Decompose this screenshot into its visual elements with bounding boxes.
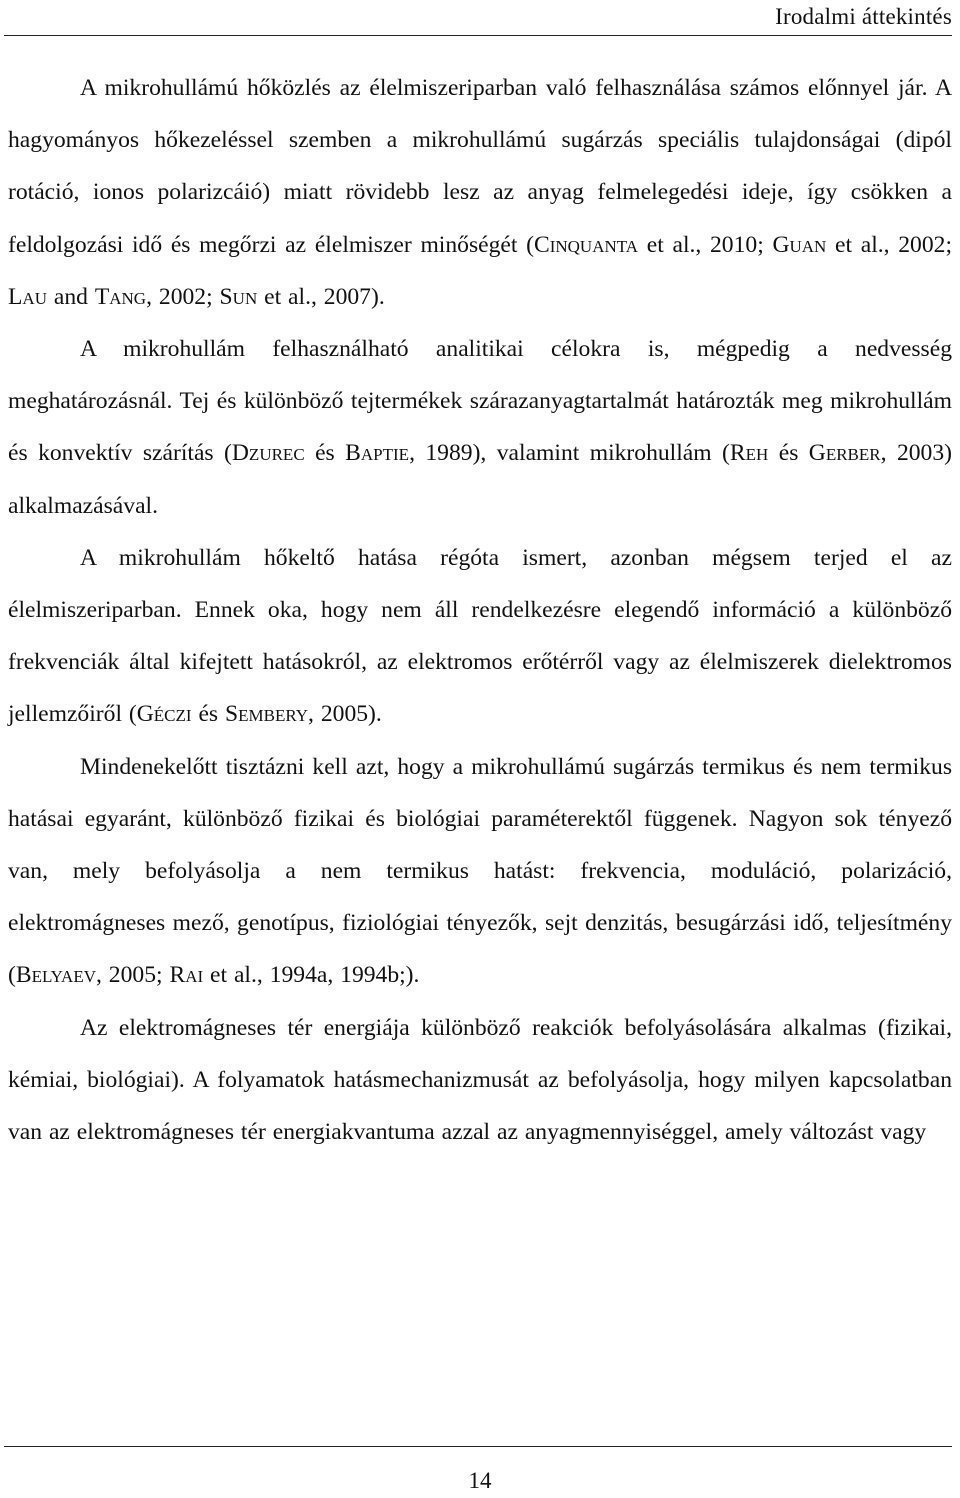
text-segment: és (304, 440, 346, 467)
citation-author: Belyaev (15, 962, 96, 989)
text-segment: , 2003) alkalmazásával. (8, 440, 952, 519)
text-segment: , 1989), valamint mikrohullám ( (409, 440, 730, 467)
citation-author: Lau (8, 283, 47, 310)
text-segment: , 2002; (146, 283, 220, 310)
paragraph-3 (8, 532, 952, 741)
text-segment: A mikrohullámú hőközlés az élelmiszeriparban való felhasználása számos előnnyel jár. A hagyományos hőkezeléssel szemben a mikrohullámú sugárzás speciális tulajdonságai (dipól rotáció, ionos polarizcáió) miatt rövidebb lesz az anyag felmelegedési ideje, így csökken a feldolgozási idő és megőrzi az élelmiszer minőségét ( (8, 75, 952, 258)
text-segment: et al., 1994a, 1994b;). (203, 962, 420, 989)
text-segment: A mikrohullám hőkeltő hatása régóta ismert, azonban mégsem terjed el az élelmiszeriparban. Ennek oka, hogy nem áll rendelkezésre elegendő információ a különböző frekvenciák által kifejtett hatásokról, az elektromos erőtérről vagy az élelmiszerek dielektromos jellemzőiről ( (8, 544, 952, 728)
citation-author: Baptie (345, 440, 410, 467)
paragraph-2 (8, 323, 952, 532)
text-segment: et al., 2010; (638, 231, 773, 258)
paragraph-5 (8, 1002, 952, 1159)
text-segment: , 2005). (308, 701, 382, 728)
text-segment: Az elektromágneses tér energiája különböző reakciók befolyásolására alkalmas (fizikai, kémiai, biológiai). A folyamatok hatásmechanizmusát az befolyásolja, hogy milyen kapcsolatban van az elektromágneses tér energiakvantuma azzal az anyagmennyiséggel, amely változást vagy (8, 1014, 952, 1146)
citation-author: Gerber (808, 440, 881, 467)
text-segment: A mikrohullám felhasználható analitikai célokra is, mégpedig a nedvesség meghatározásnál. Tej és különböző tejtermékek szárazanyagtartalmát határozták meg mikrohullám és konvektív szárítás ( (8, 336, 952, 467)
citation-author: Dzurec (231, 440, 305, 467)
text-segment: és (191, 701, 226, 728)
text-segment: és (768, 440, 809, 467)
text-segment: and (46, 283, 95, 310)
page-header (0, 0, 952, 36)
citation-author: Guan (772, 231, 827, 258)
citation-author: Rai (169, 962, 204, 989)
paragraph-4 (8, 741, 952, 1002)
page-number: 14 (468, 1468, 492, 1493)
paragraph-1 (8, 62, 952, 323)
citation-author: Tang (94, 283, 147, 310)
text-segment: , 2005; (96, 962, 170, 989)
running-header-title: Irodalmi áttekintés (775, 4, 952, 29)
body-text (8, 62, 952, 1158)
text-segment: et al., 2002; (826, 231, 952, 258)
text-segment: et al., 2007). (257, 283, 385, 310)
header-divider (4, 35, 952, 36)
citation-author: Sun (219, 283, 258, 310)
footer-divider (4, 1446, 952, 1447)
citation-author: Géczi (136, 701, 192, 728)
citation-author: Reh (729, 440, 769, 467)
text-segment: Mindenekelőtt tisztázni kell azt, hogy a mikrohullámú sugárzás termikus és nem termikus hatásai egyaránt, különböző fizikai és biológiai paraméterektől függenek. Nagyon sok tényező van, mely befolyásolja a nem termikus hatást: frekvencia, moduláció, polarizáció, elektromágneses mező, genotípus, fiziológiai tényezők, sejt denzitás, besugárzási idő, teljesítmény ( (8, 753, 952, 989)
citation-author: Sembery (225, 701, 309, 728)
citation-author: Cinquanta (533, 231, 639, 258)
